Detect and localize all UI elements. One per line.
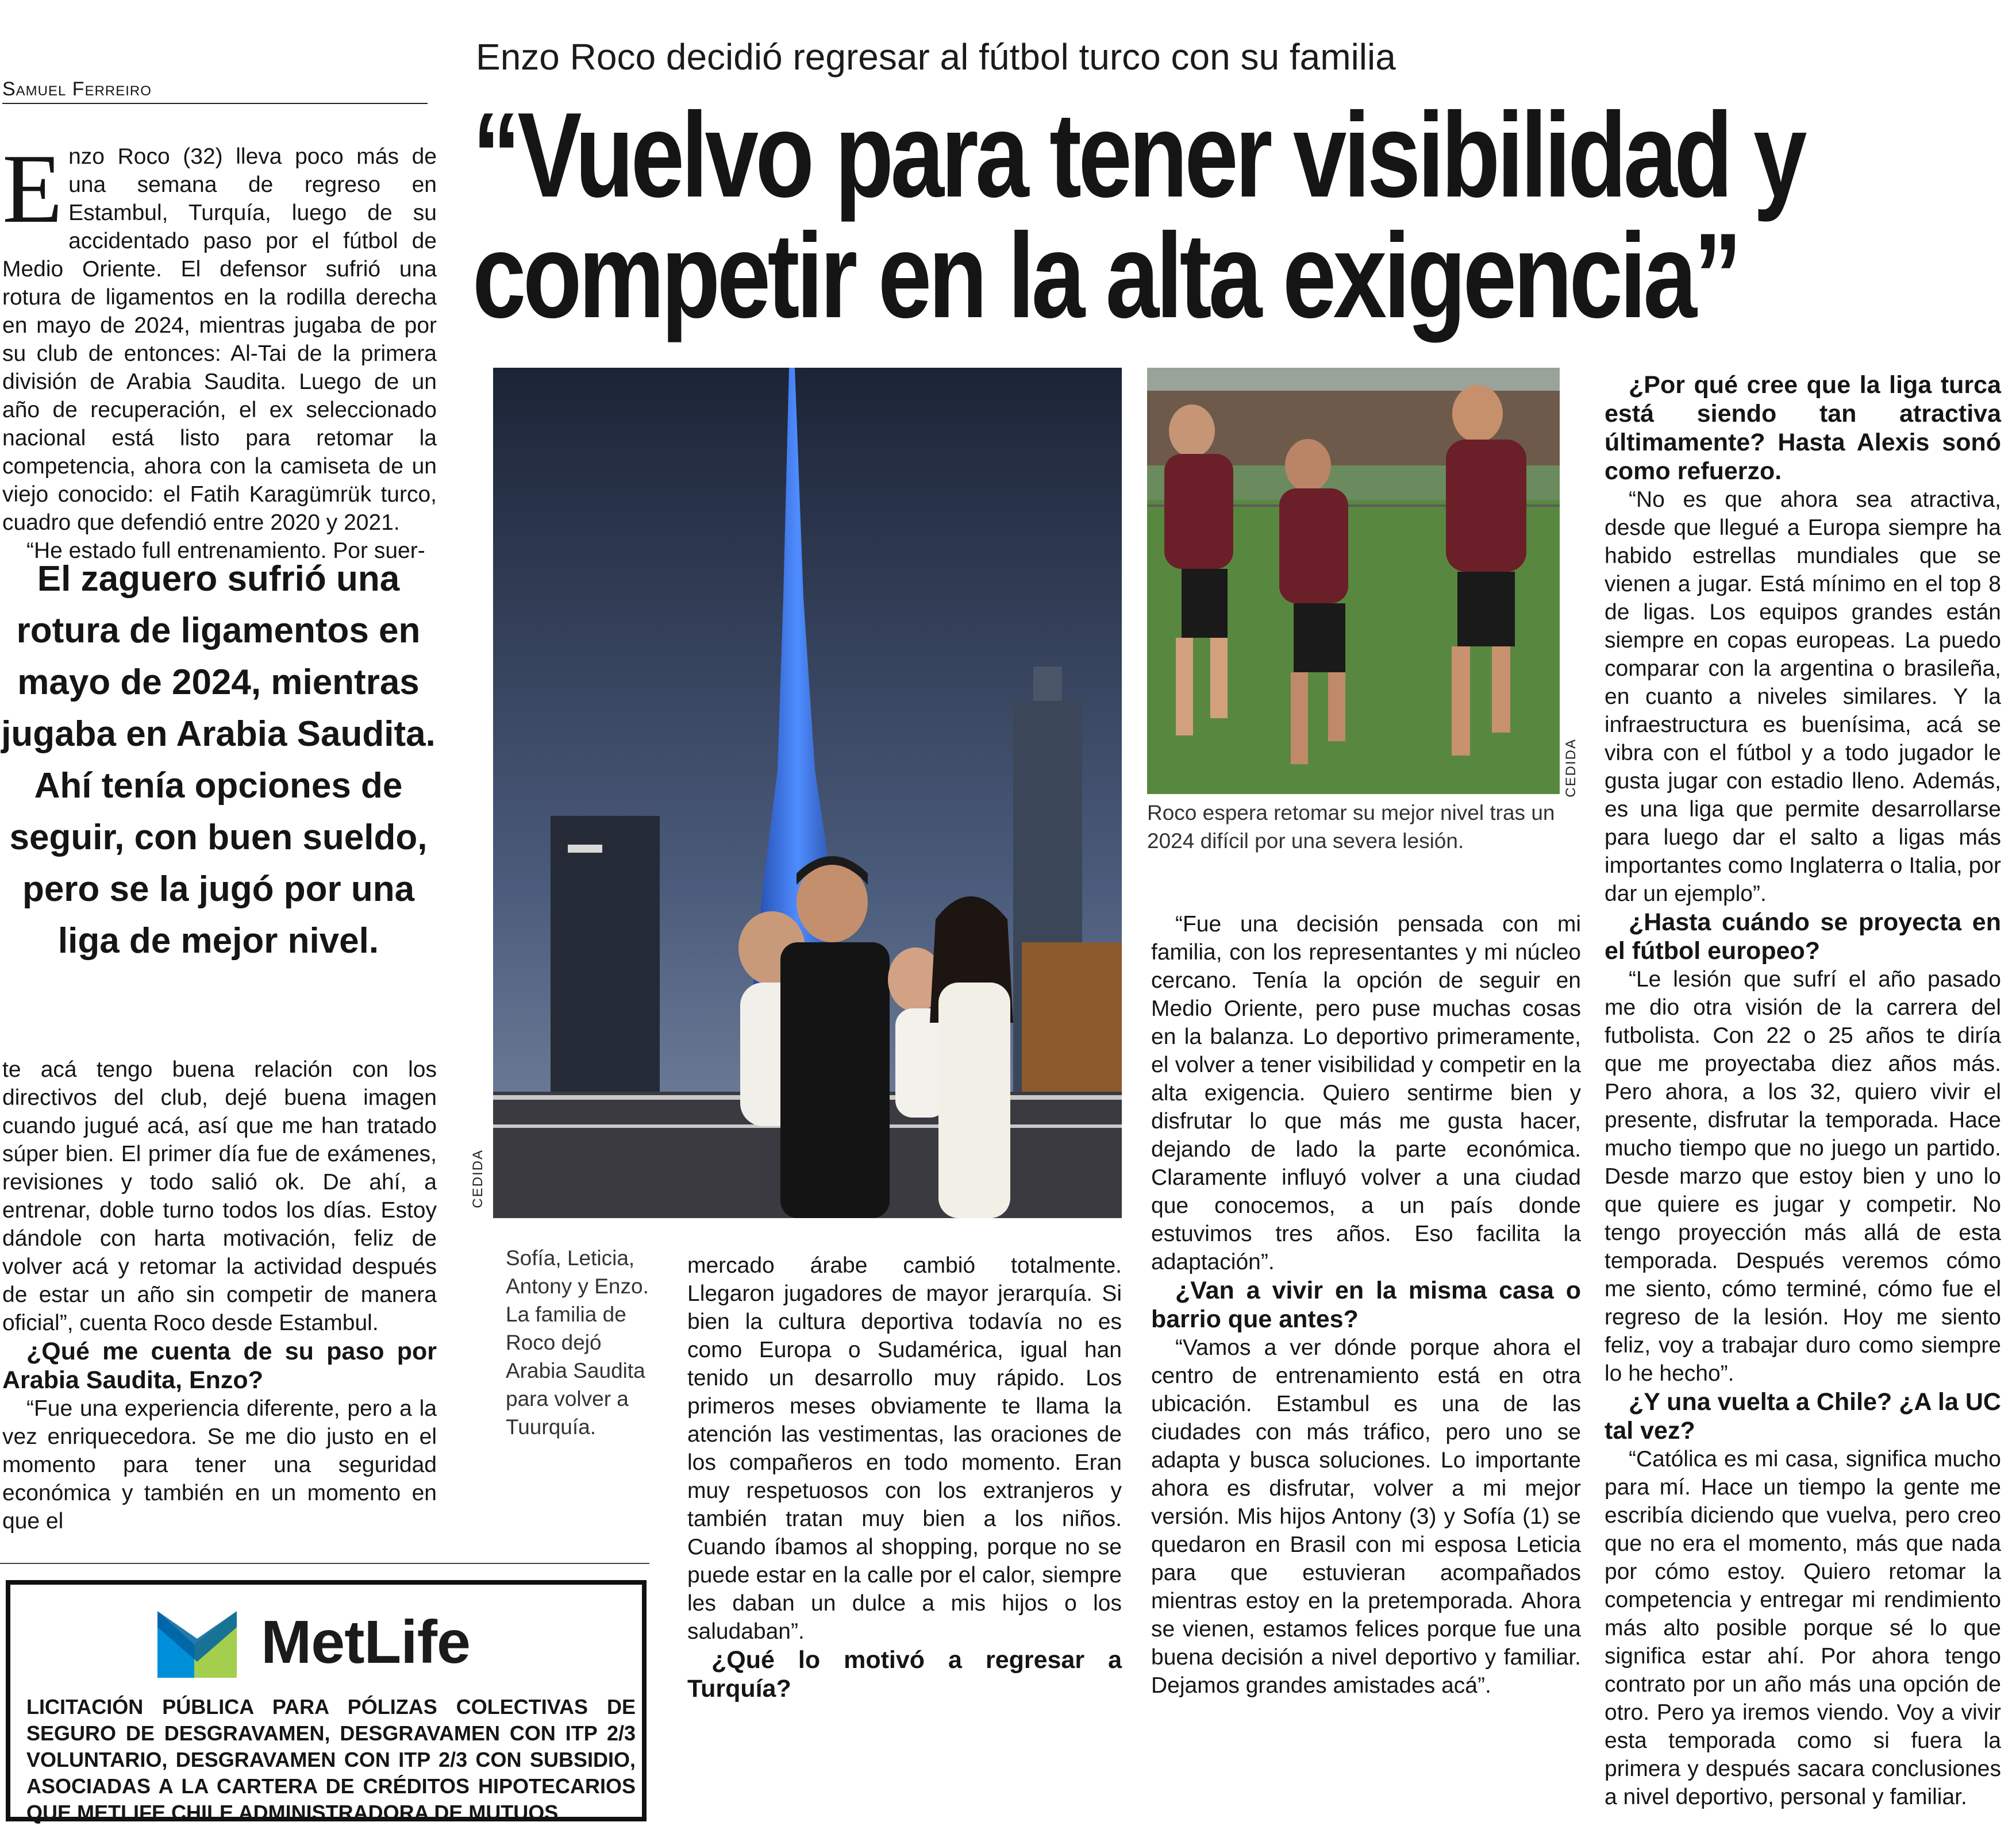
article-headline (472, 87, 1804, 343)
quote-start-paragraph: “He estado full entrenamiento. Por suer- (26, 538, 425, 563)
question-liga-turca: ¿Por qué cree que la liga turca está siendo tan atractiva últimamente? Hasta Alexis sonó como refuerzo. (1605, 371, 2001, 485)
caption-family-photo: Sofía, Leticia, Antony y Enzo. La familia de Roco dejó Arabia Saudita para volver a Tuurquía. (506, 1246, 649, 1439)
pull-quote: El zaguero sufrió una rotura de ligamentos en mayo de 2024, mientras jugaba en Arabia Saudita. Ahí tenía opciones de seguir, con buen sueldo, pero se la jugó por una liga de mejor nivel. (1, 559, 436, 961)
question-futbol-europeo: ¿Hasta cuándo se proyecta en el fútbol europeo? (1605, 908, 2001, 965)
answer-casa: “Vamos a ver dónde porque ahora el centro de entrenamiento está en otra ubicación. Estambul es una de las ciudades con más tráfico, pero uno se adapta y busca soluciones. Lo importante ahora es disfrutar, volver a mi mejor versión. Mis hijos Antony (3) y Sofía (1) se quedaron en Brasil con mi esposa Leticia para que estuvieran acompañados mientras estoy en la pretemporada. Ahora se vienen, estamos felices porque fue una buena decisión a nivel deportivo y familiar. Dejamos grandes amistades acá”. (1151, 1335, 1581, 1698)
metlife-logo (154, 1602, 470, 1682)
intro-paragraph: nzo Roco (32) lleva poco más de una semana de regreso en Estambul, Turquía, luego de su accidentado paso por el fútbol de Medio Oriente. El defensor sufrió una rotura de ligamentos en la rodilla derecha en mayo de 2024, mientras jugaba de por su club de entonces: Al-Tai de la primera división de Arabia Saudita. Luego de un año de recuperación, el ex seleccionado nacional está listo para retomar la competencia, ahora con la camiseta de un viejo conocido: el Fatih Karagümrük turco, cuadro que defendió entre 2020 y 2021. (2, 144, 437, 535)
ad-divider (0, 1563, 649, 1564)
article-kicker: Enzo Roco decidió regresar al fútbol turco con su familia (476, 36, 1396, 78)
answer-turquia: “Fue una decisión pensada con mi familia, con los representantes y mi núcleo cercano. Tenía la opción de seguir en Medio Oriente, pero puse muchas cosas en la balanza. Lo deportivo primeramente, el volver a tener visibilidad y competir en la alta exigencia. Quiero sentirme bien y disfrutar lo que más me gusta hacer, dejando de lado la parte económica. Claramente influyó volver a una ciudad que conocemos, a un país donde estuvimos tres años. Eso facilita la adaptación”. (1151, 912, 1581, 1274)
column-1-top (2, 134, 437, 565)
training-photo (1147, 368, 1560, 794)
training-photo-illustration (1147, 368, 1560, 794)
answer-arabia-continued: mercado árabe cambió totalmente. Llegaron jugadores de mayor jerarquía. Si bien la cultura deportiva todavía no es como Europa o Sudamérica, igual han tenido un desarrollo muy rápido. Los primeros meses obviamente te llama la atención las vestimentas, las oraciones de los compañeros en todo momento. Eran muy respetuosos con los extranjeros y también tratan muy bien a los niños. Cuando íbamos al shopping, porque no se puede estar en la calle por el calor, siempre les daban un dulce a mis hijos o los saludaban”. (687, 1253, 1122, 1644)
column-3 (1151, 910, 1581, 1700)
column-4 (1605, 371, 2001, 1811)
drop-cap: E (2, 134, 63, 244)
question-chile: ¿Y una vuelta a Chile? ¿A la UC tal vez? (1605, 1388, 2001, 1444)
answer-liga-turca: “No es que ahora sea atractiva, desde que llegué a Europa siempre ha habido estrellas mundiales que se vienen a jugar. Está mínimo en el top 8 de ligas. Los equipos grandes están siempre en copas europeas. La puedo comparar con la argentina o brasileña, en cuanto a niveles similares. Y la infraestructura es buenísima, acá se vibra con el fútbol y a todo jugador le gusta jugar con estadio lleno. Además, es una liga que permite desarrollarse para luego dar el salto a ligas más importantes como Inglaterra o Italia, por dar un ejemplo”. (1605, 487, 2001, 906)
ad-text: LICITACIÓN PÚBLICA PARA PÓLIZAS COLECTIVAS DE SEGURO DE DESGRAVAMEN, DESGRAVAMEN CON ITP 2/3 VOLUNTARIO, DESGRAVAMEN CON ITP 2/3 CON SUBSIDIO, ASOCIADAS A LA CARTERA DE CRÉDITOS HIPOTECARIOS QUE METLIFE CHILE ADMINISTRADORA DE MUTUOS (26, 1695, 636, 1824)
photo-credit-family: CEDIDA (470, 1149, 486, 1208)
answer-chile: “Católica es mi casa, significa mucho para mí. Hace un tiempo la gente me escribía diciendo que vuelva, pero creo que no era el momento, más que nada por cómo estoy. Quiero retomar la competencia y entregar mi rendimiento más alto posible porque sé lo que significa estar ahí. Por ahora tengo contrato por un año más una opción de otro. Pero ya iremos viendo. Voy a vivir esta temporada como si fuera la primera y después sacara conclusiones a nivel deportivo, personal y familiar. (1605, 1447, 2001, 1809)
question-casa: ¿Van a vivir en la misma casa o barrio que antes? (1151, 1277, 1581, 1333)
photo-credit-training: CEDIDA (1563, 738, 1579, 798)
metlife-logo-icon (154, 1604, 240, 1680)
question-arabia: ¿Qué me cuenta de su paso por Arabia Saudita, Enzo? (2, 1338, 437, 1394)
answer-futbol-europeo: “Le lesión que sufrí el año pasado me dio otra visión de la carrera del futbolista. Con 22 o 25 años te diría que me proyectaba diez años más. Pero ahora, a los 32, quiero vivir el presente, disfrutar la temporada. Hace mucho tiempo que no juego un partido. Desde marzo que estoy bien y uno lo que quiere es jugar y competir. No tengo proyección más allá de esta temporada. Después veremos cómo me siento, cómo terminé, cómo fue el regreso de la lesión. Hoy me siento feliz, voy a trabajar duro como siempre lo he hecho”. (1605, 967, 2001, 1386)
headline-line-1: “Vuelvo para tener visibilidad y (472, 87, 1804, 222)
headline-line-2: competir en la alta exigencia” (472, 208, 1739, 343)
family-photo-illustration (493, 368, 1122, 1218)
answer-arabia: “Fue una experiencia diferente, pero a la vez enriquecedora. Se me dio justo en el momento para tener una seguridad económica y también en un momento en que el (2, 1396, 437, 1534)
caption-training-photo: Roco espera retomar su mejor nivel tras un 2024 difícil por una severa lesión. (1147, 801, 1555, 853)
column-2 (687, 1251, 1122, 1703)
family-photo (493, 368, 1122, 1218)
metlife-wordmark: MetLife (261, 1608, 470, 1676)
column-1-bottom (2, 1055, 437, 1535)
byline: Samuel Ferreiro (2, 78, 428, 104)
question-turquia: ¿Qué lo motivó a regresar a Turquía? (687, 1646, 1122, 1702)
metlife-advertisement[interactable] (6, 1580, 647, 1824)
quote-continuation: te acá tengo buena relación con los directivos del club, dejé buena imagen cuando jugué acá, así que me han tratado súper bien. El primer día fue de exámenes, revisiones y todo salió ok. De ahí, a entrenar, doble turno todos los días. Estoy dándole con harta motivación, feliz de volver acá y retomar la actividad después de estar un año sin competir de manera oficial”, cuenta Roco desde Estambul. (2, 1057, 437, 1335)
